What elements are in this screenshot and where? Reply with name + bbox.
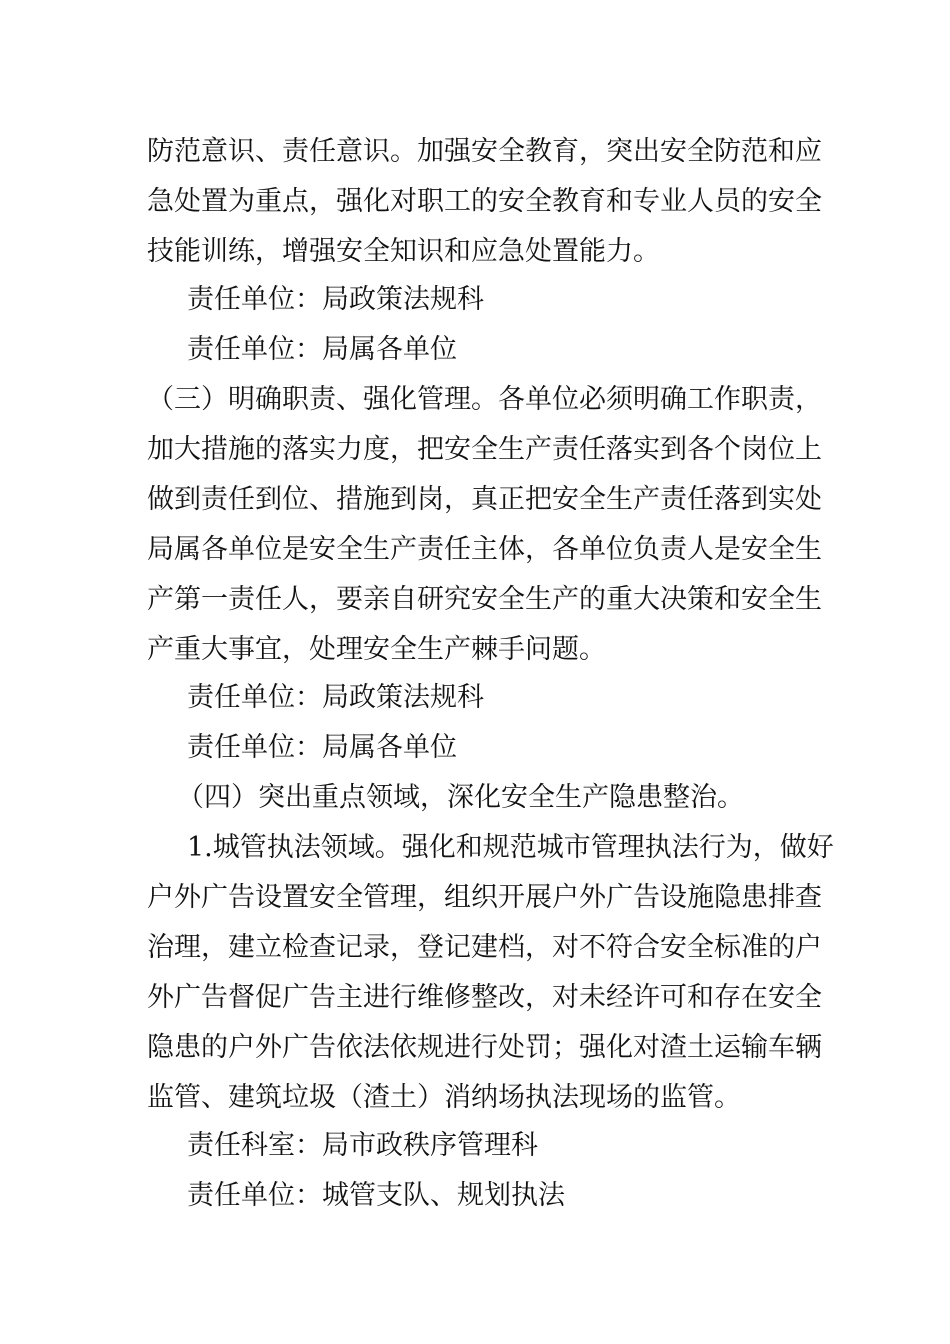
text-line: 技能训练，增强安全知识和应急处置能力。 [147, 236, 660, 267]
text-line: 户外广告设置安全管理，组织开展户外广告设施隐患排查 [147, 882, 822, 913]
text-line: 1.城管执法领域。强化和规范城市管理执法行为，做好 [187, 832, 834, 863]
text-line: 治理，建立检查记录，登记建档，对不符合安全标准的户 [147, 932, 822, 963]
text-line: （三）明确职责、强化管理。各单位必须明确工作职责， [147, 384, 822, 415]
text-line: 责任单位：城管支队、规划执法 [187, 1180, 565, 1211]
text-line: 加大措施的落实力度，把安全生产责任落实到各个岗位上 [147, 434, 822, 465]
text-line: 产第一责任人，要亲自研究安全生产的重大决策和安全生 [147, 584, 822, 615]
text-line: 做到责任到位、措施到岗，真正把安全生产责任落到实处 [147, 484, 822, 515]
text-line: 隐患的户外广告依法依规进行处罚；强化对渣土运输车辆 [147, 1032, 822, 1063]
text-line: 外广告督促广告主进行维修整改，对未经许可和存在安全 [147, 982, 822, 1013]
text-line: 监管、建筑垃圾（渣土）消纳场执法现场的监管。 [147, 1082, 741, 1113]
text-line: 责任单位：局政策法规科 [187, 284, 484, 315]
text-line: 责任单位：局属各单位 [187, 732, 457, 763]
text-line: 产重大事宜，处理安全生产棘手问题。 [147, 634, 606, 665]
text-line: 防范意识、责任意识。加强安全教育，突出安全防范和应 [147, 136, 822, 167]
text-line: 急处置为重点，强化对职工的安全教育和专业人员的安全 [147, 186, 822, 217]
text-line: 责任单位：局政策法规科 [187, 682, 484, 713]
text-line: （四）突出重点领域，深化安全生产隐患整治。 [177, 782, 744, 813]
text-line: 责任科室：局市政秩序管理科 [187, 1130, 538, 1161]
text-line: 局属各单位是安全生产责任主体，各单位负责人是安全生 [147, 534, 822, 565]
text-line: 责任单位：局属各单位 [187, 334, 457, 365]
